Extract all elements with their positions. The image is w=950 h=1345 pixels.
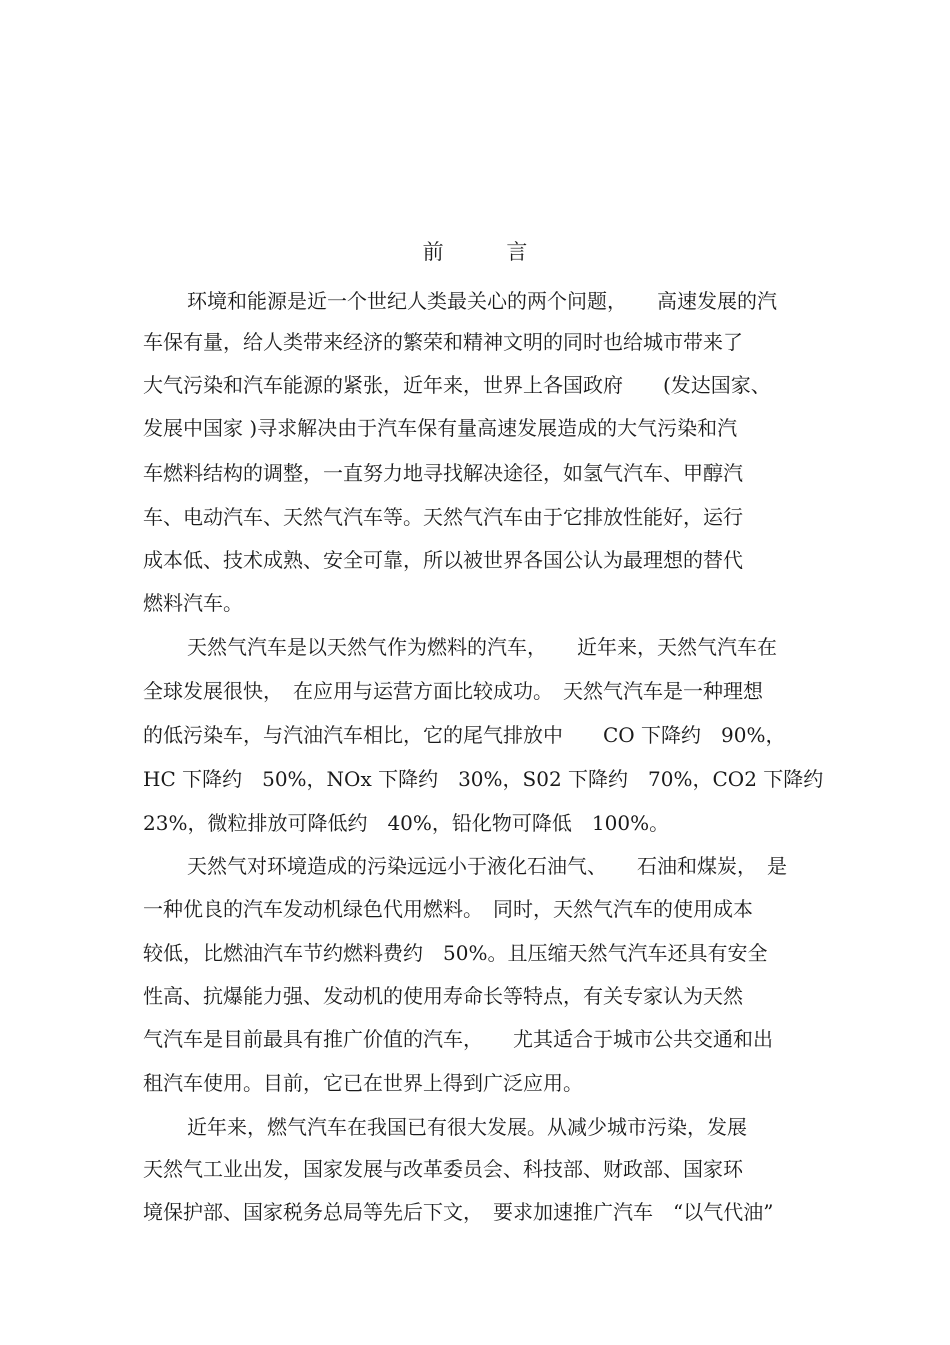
paragraph-line: 天然气对环境造成的污染远远小于液化石油气、 石油和煤炭， 是 bbox=[187, 854, 787, 878]
paragraph-line: 天然气汽车是以天然气作为燃料的汽车， 近年来，天然气汽车在 bbox=[187, 635, 777, 659]
paragraph-line: 23%，微粒排放可降低约 40%，铅化物可降低 100%。 bbox=[143, 811, 670, 835]
paragraph-line: 车燃料结构的调整，一直努力地寻找解决途径，如氢气汽车、甲醇汽 bbox=[143, 461, 743, 485]
paragraph-line: 性高、抗爆能力强、发动机的使用寿命长等特点，有关专家认为天然 bbox=[143, 984, 743, 1008]
page-title: 前 言 bbox=[422, 240, 556, 264]
paragraph-line: 的低污染车，与汽油汽车相比，它的尾气排放中 CO 下降约 90%， bbox=[143, 723, 786, 747]
paragraph-line: 大气污染和汽车能源的紧张，近年来，世界上各国政府 (发达国家、 bbox=[143, 373, 771, 397]
paragraph-line: 燃料汽车。 bbox=[143, 591, 243, 615]
paragraph-line: 环境和能源是近一个世纪人类最关心的两个问题， 高速发展的汽 bbox=[187, 289, 777, 313]
paragraph-line: 车、电动汽车、天然气汽车等。天然气汽车由于它排放性能好，运行 bbox=[143, 505, 743, 529]
paragraph-line: 全球发展很快， 在应用与运营方面比较成功。 天然气汽车是一种理想 bbox=[143, 679, 763, 703]
paragraph-line: 境保护部、国家税务总局等先后下文， 要求加速推广汽车 “以气代油” bbox=[143, 1200, 774, 1224]
paragraph-line: HC 下降约 50%，NOx 下降约 30%，S02 下降约 70%，CO2 下降约 bbox=[143, 767, 824, 791]
paragraph-line: 气汽车是目前最具有推广价值的汽车， 尤其适合于城市公共交通和出 bbox=[143, 1027, 773, 1051]
paragraph-line: 一种优良的汽车发动机绿色代用燃料。 同时，天然气汽车的使用成本 bbox=[143, 897, 753, 921]
paragraph-line: 发展中国家 )寻求解决由于汽车保有量高速发展造成的大气污染和汽 bbox=[143, 416, 738, 440]
paragraph-line: 车保有量，给人类带来经济的繁荣和精神文明的同时也给城市带来了 bbox=[143, 330, 743, 354]
paragraph-line: 成本低、技术成熟、安全可靠，所以被世界各国公认为最理想的替代 bbox=[143, 548, 743, 572]
paragraph-line: 天然气工业出发，国家发展与改革委员会、科技部、财政部、国家环 bbox=[143, 1157, 743, 1181]
paragraph-line: 近年来，燃气汽车在我国已有很大发展。从减少城市污染，发展 bbox=[187, 1115, 747, 1139]
paragraph-line: 租汽车使用。目前，它已在世界上得到广泛应用。 bbox=[143, 1071, 583, 1095]
paragraph-line: 较低，比燃油汽车节约燃料费约 50%。且压缩天然气汽车还具有安全 bbox=[143, 941, 768, 965]
